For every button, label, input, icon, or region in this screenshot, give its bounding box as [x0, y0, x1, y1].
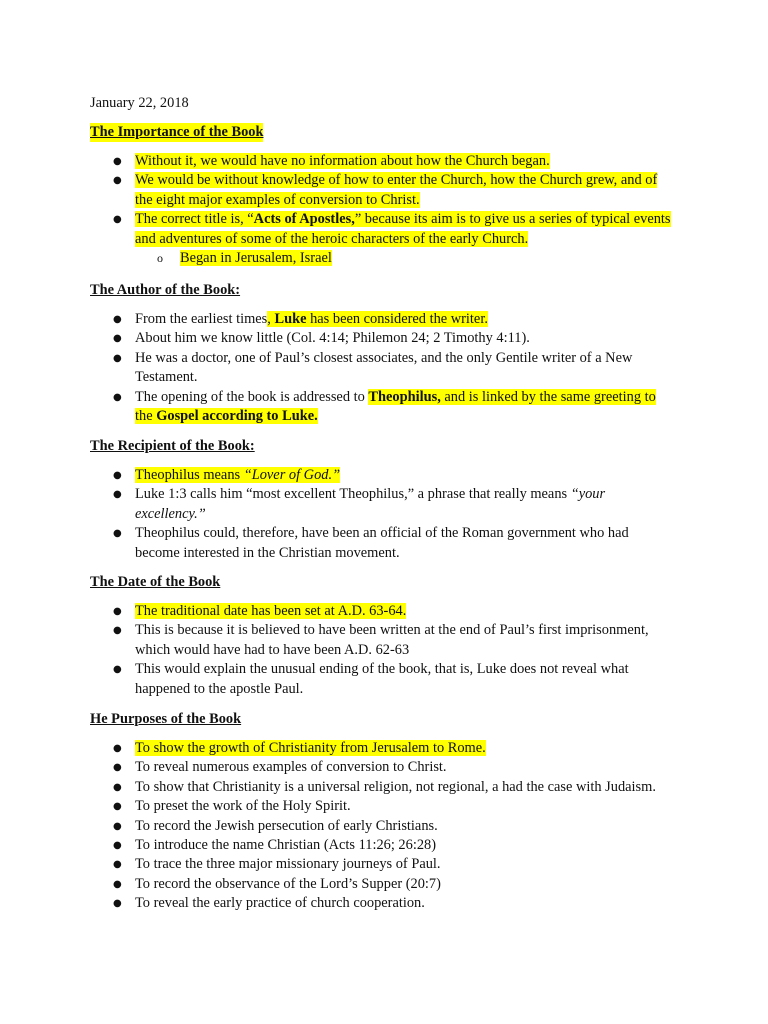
- heading-importance: The Importance of the Book: [90, 123, 263, 142]
- list-item: ● This would explain the unusual ending of the book, that is, Luke does not reveal what happened to the apostle Paul.: [0, 660, 675, 699]
- list-purposes: [0, 739, 768, 914]
- list-item: ● He was a doctor, one of Paul’s closest associates, and the only Gentile writer of a New Testament.: [0, 349, 675, 388]
- list-item: ● To show that Christianity is a universal religion, not regional, a had the case with Judaism.: [0, 778, 675, 797]
- heading-purposes: He Purposes of the Book: [90, 711, 242, 727]
- list-item: ● The correct title is, “Acts of Apostles,” because its aim is to give us a series of typical events and adventures of some of the heroic characters of the early Church.: [0, 210, 675, 249]
- list-date: [0, 602, 768, 699]
- list-item: ● About him we know little (Col. 4:14; Philemon 24; 2 Timothy 4:11).: [0, 329, 675, 348]
- list-item: ● The traditional date has been set at A.D. 63-64.: [0, 602, 675, 621]
- list-item: ● To preset the work of the Holy Spirit.: [0, 797, 675, 816]
- list-importance: [0, 152, 768, 268]
- list-item: ● To reveal the early practice of church cooperation.: [0, 894, 675, 913]
- list-item: ● We would be without knowledge of how to enter the Church, how the Church grew, and of the eight major examples of conversion to Christ.: [0, 171, 675, 210]
- list-item: ● Without it, we would have no information about how the Church began.: [0, 152, 675, 171]
- list-item: ● To record the Jewish persecution of early Christians.: [0, 817, 675, 836]
- list-item: ● Theophilus could, therefore, have been an official of the Roman government who had become interested in the Christian movement.: [0, 524, 675, 563]
- list-author: [0, 310, 768, 426]
- heading-author: The Author of the Book:: [90, 282, 241, 298]
- list-item: ● Theophilus means “Lover of God.”: [0, 466, 675, 485]
- list-item: ● To show the growth of Christianity from Jerusalem to Rome.: [0, 739, 675, 758]
- heading-date: The Date of the Book: [90, 574, 221, 590]
- list-item: ● To introduce the name Christian (Acts 11:26; 26:28): [0, 836, 675, 855]
- list-item: ● The opening of the book is addressed to Theophilus, and is linked by the same greeting to the Gospel according to Luke.: [0, 388, 675, 427]
- list-recipient: [0, 466, 768, 563]
- document-date: January 22, 2018: [90, 95, 189, 111]
- sub-list-item: o Began in Jerusalem, Israel: [0, 249, 580, 268]
- list-item: ● From the earliest times, Luke has been considered the writer.: [0, 310, 675, 329]
- heading-recipient: The Recipient of the Book:: [90, 438, 255, 454]
- list-item: ● To trace the three major missionary journeys of Paul.: [0, 855, 675, 874]
- list-item: ● To reveal numerous examples of conversion to Christ.: [0, 758, 675, 777]
- list-item: ● Luke 1:3 calls him “most excellent Theophilus,” a phrase that really means “your excellency.”: [0, 485, 675, 524]
- list-item: ● This is because it is believed to have been written at the end of Paul’s first imprisonment, which would have had to have been A.D. 62-63: [0, 621, 675, 660]
- list-item: ● To record the observance of the Lord’s Supper (20:7): [0, 875, 675, 894]
